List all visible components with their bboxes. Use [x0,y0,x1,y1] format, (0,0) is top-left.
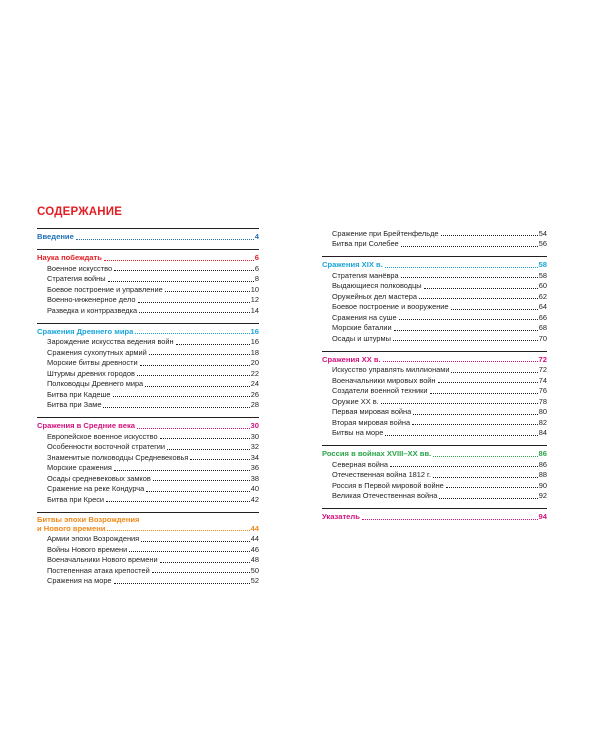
entry-title: Европейское военное искусство [47,431,158,441]
page-number: 66 [538,312,547,322]
toc-entry[interactable] [37,555,259,566]
toc-section-intro [37,228,259,242]
toc-section-19th-century [322,256,547,344]
toc-entry[interactable] [322,480,547,491]
page-number: 38 [250,473,259,483]
entry-title: Битва при Солебее [332,239,399,248]
leader-dots [76,239,254,240]
leader-dots [451,309,538,310]
section-title: Россия в войнах XVIII–XX вв. [322,449,432,458]
toc-entry[interactable] [37,358,259,369]
page-number: 26 [250,389,259,399]
page-number: 8 [254,274,259,283]
leader-dots [160,438,250,439]
entry-title: Вторая мировая война [332,417,411,427]
section-title-line2: и Нового времени [37,523,106,533]
leader-dots [129,551,250,552]
toc-entry[interactable] [322,365,547,376]
page-number: 54 [538,228,547,238]
entry-title: Искусство управлять миллионами [332,365,450,374]
toc-section-science [37,249,259,316]
section-title: Наука побеждать [37,253,102,262]
entry-title: Зарождение искусства ведения войн [47,337,174,346]
leader-dots [114,583,250,584]
section-title: Сражения XIX в. [322,260,383,269]
toc-entry[interactable] [37,463,259,474]
leader-dots [430,393,538,394]
page-number: 82 [538,417,547,427]
toc-section-russia [322,445,547,501]
leader-dots [393,340,538,341]
toc-entry[interactable] [322,281,547,292]
page-number: 14 [250,305,259,315]
entry-title: Сражения на суше [332,312,397,322]
leader-dots [446,487,538,488]
leader-dots [146,491,250,492]
toc-entry[interactable] [37,431,259,442]
toc-entry[interactable] [322,407,547,418]
toc-entry[interactable] [37,400,259,411]
entry-title: Сражения сухопутных армий [47,347,147,357]
page-number: 22 [250,368,259,378]
toc-entry[interactable] [37,534,259,545]
section-title: Сражения XX в. [322,354,381,364]
toc-entry[interactable] [322,470,547,481]
entry-title: Битва при Заме [47,400,102,409]
section-heading[interactable] [37,515,259,534]
entry-title: Великая Отечественная война [332,491,438,500]
toc-entry[interactable] [37,284,259,295]
toc-entry[interactable] [37,263,259,274]
section-heading[interactable] [37,420,259,431]
section-title: Введение [37,232,74,241]
leader-dots [385,435,537,436]
entry-title: Создатели военной техники [332,386,428,395]
leader-dots [399,319,538,320]
entry-title: Постепенная атака крепостей [47,565,150,575]
toc-entry[interactable] [37,442,259,453]
entry-title: Отечественная война 1812 г. [332,470,431,479]
toc-entry[interactable] [37,347,259,358]
page-number: 68 [538,323,547,332]
leader-dots [135,333,249,334]
page-number: 52 [250,576,259,585]
toc-entry[interactable] [37,368,259,379]
toc-entry[interactable] [37,484,259,495]
leader-dots [149,354,250,355]
leader-dots [413,414,538,415]
leader-dots [385,267,538,268]
leader-dots [433,477,538,478]
toc-entry[interactable] [322,428,547,439]
leader-dots [394,330,538,331]
page-number: 56 [538,239,547,248]
page-number: 64 [538,302,547,311]
entry-title: Военно-инженерное дело [47,295,136,304]
toc-section-ancient [37,323,259,411]
leader-dots [140,365,250,366]
page-number: 86 [538,459,547,469]
page-number: 78 [538,396,547,406]
toc-entry[interactable] [37,576,259,587]
page-number: 50 [250,565,259,575]
entry-title: Военачальники Нового времени [47,555,158,564]
leader-dots [114,470,250,471]
toc-right-column [322,228,547,522]
section-title: Сражения в Средние века [37,421,135,430]
leader-dots [106,501,250,502]
leader-dots [362,519,538,520]
toc-entry[interactable] [322,291,547,302]
section-heading[interactable] [37,231,259,242]
leader-dots [152,572,250,573]
toc-entry[interactable] [37,295,259,306]
toc-entry[interactable] [322,239,547,250]
leader-dots [141,541,250,542]
leader-dots [107,530,249,531]
section-heading[interactable] [322,511,547,522]
leader-dots [138,302,250,303]
leader-dots [114,270,254,271]
section-heading[interactable] [322,448,547,459]
page-number: 6 [254,263,259,273]
entry-title: Морские сражения [47,463,112,472]
page-number: 16 [250,326,259,336]
toc-entry[interactable] [322,459,547,470]
toc-entry[interactable] [322,270,547,281]
leader-dots [176,344,250,345]
section-title: Указатель [322,512,360,521]
toc-entry[interactable] [322,396,547,407]
toc-entry[interactable] [37,337,259,348]
toc-section-20th-century [322,351,547,439]
page-number: 80 [538,407,547,416]
leader-dots [103,407,249,408]
page-number: 44 [250,534,259,543]
leader-dots [451,372,537,373]
page-number: 58 [538,270,547,280]
page-number: 16 [250,337,259,346]
toc-entry[interactable] [37,274,259,285]
page-number: 48 [250,555,259,564]
page-number: 30 [250,431,259,441]
toc-entry[interactable] [37,473,259,484]
entry-title: Битва при Креси [47,494,105,504]
leader-dots [401,246,538,247]
page-title: СОДЕРЖАНИЕ [37,206,123,218]
entry-title: Северная война [332,459,389,469]
entry-title: Особенности восточной стратегии [47,442,166,451]
page-number: 24 [250,379,259,388]
leader-dots [139,312,250,313]
section-heading[interactable] [322,354,547,365]
toc-entry[interactable] [322,375,547,386]
leader-dots [113,396,250,397]
page-number: 40 [250,484,259,493]
toc-entry[interactable] [37,565,259,576]
leader-dots [137,375,250,376]
section-heading[interactable] [37,326,259,337]
page-number: 34 [250,452,259,462]
leader-dots [104,260,254,261]
section-heading[interactable] [322,259,547,270]
entry-title: Армии эпохи Возрождения [47,534,140,543]
toc-entry[interactable] [322,312,547,323]
page-number: 76 [538,386,547,395]
leader-dots [165,291,250,292]
entry-title: Знаменитые полководцы Средневековья [47,452,189,462]
page-number: 62 [538,291,547,301]
section-title-row [37,524,259,534]
toc-entry[interactable] [322,386,547,397]
toc-entry[interactable] [37,494,259,505]
leader-dots [433,456,537,457]
entry-title: Осады средневековых замков [47,473,151,483]
toc-section-continued [322,228,547,249]
page-number: 84 [538,428,547,437]
page-number: 20 [250,358,259,367]
entry-title: Битва при Кадеше [47,389,111,399]
entry-title: Военачальники мировых войн [332,375,436,385]
leader-dots [419,298,538,299]
page-number: 86 [538,449,547,458]
entry-title: Выдающиеся полководцы [332,281,422,290]
leader-dots [160,562,250,563]
page-number: 60 [538,281,547,290]
toc-entry[interactable] [37,452,259,463]
leader-dots [145,386,250,387]
entry-title: Военное искусство [47,263,113,273]
page-number: 72 [538,365,547,374]
page-number: 32 [250,442,259,451]
leader-dots [424,288,538,289]
toc-section-middle-ages [37,417,259,505]
page-number: 42 [250,494,259,504]
toc-entry[interactable] [322,333,547,344]
entry-title: Осады и штурмы [332,333,391,343]
leader-dots [153,480,250,481]
entry-title: Первая мировая война [332,407,412,416]
toc-entry[interactable] [37,544,259,555]
toc-section-index [322,508,547,522]
entry-title: Оружие XX в. [332,396,379,406]
entry-title: Боевое построение и вооружение [332,302,449,311]
entry-title: Боевое построение и управление [47,284,163,294]
page-number: 6 [254,253,259,262]
entry-title: Сражение на реке Кондурча [47,484,145,493]
toc-entry[interactable] [322,228,547,239]
page-number: 58 [538,260,547,269]
leader-dots [441,235,538,236]
page-number: 10 [250,284,259,294]
entry-title: Штурмы древних городов [47,368,135,378]
entry-title: Стратегия манёвра [332,270,399,280]
page-number: 44 [250,523,259,533]
leader-dots [383,361,538,362]
toc-entry[interactable] [322,417,547,428]
leader-dots [390,466,538,467]
leader-dots [381,403,538,404]
section-heading[interactable] [37,252,259,263]
leader-dots [401,277,538,278]
entry-title: Сражение при Брейтенфельде [332,228,439,238]
toc-section-renaissance [37,512,259,587]
toc-left-column [37,228,259,586]
page-number: 94 [538,512,547,521]
section-title: Сражения Древнего мира [37,326,134,336]
entry-title: Россия в Первой мировой войне [332,480,444,490]
page-number: 74 [538,375,547,385]
page-number: 88 [538,470,547,479]
leader-dots [190,459,249,460]
leader-dots [438,382,538,383]
leader-dots [167,449,250,450]
entry-title: Стратегия войны [47,274,106,283]
entry-title: Полководцы Древнего мира [47,379,144,388]
toc-entry[interactable] [322,491,547,502]
section-title-line1: Битвы эпохи Возрождения [37,514,140,524]
entry-title: Оружейных дел мастера [332,291,417,301]
page-number: 12 [250,295,259,304]
entry-title: Войны Нового времени [47,544,128,554]
page-number: 30 [250,421,259,430]
page-number: 90 [538,480,547,490]
toc-entry[interactable] [37,305,259,316]
leader-dots [412,424,538,425]
page-number: 72 [538,354,547,364]
page-number: 28 [250,400,259,409]
page-number: 36 [250,463,259,472]
page-number: 18 [250,347,259,357]
leader-dots [108,281,254,282]
page-number: 4 [254,232,259,241]
entry-title: Разведка и контрразведка [47,305,138,315]
entry-title: Морские битвы древности [47,358,138,367]
page-number: 70 [538,333,547,343]
entry-title: Битвы на море [332,428,384,437]
page-number: 46 [250,544,259,554]
page-number: 92 [538,491,547,500]
toc-entry[interactable] [37,389,259,400]
entry-title: Морские баталии [332,323,392,332]
toc-entry[interactable] [37,379,259,390]
toc-entry[interactable] [322,323,547,334]
leader-dots [137,428,250,429]
entry-title: Сражения на море [47,576,112,585]
leader-dots [439,498,537,499]
toc-entry[interactable] [322,302,547,313]
